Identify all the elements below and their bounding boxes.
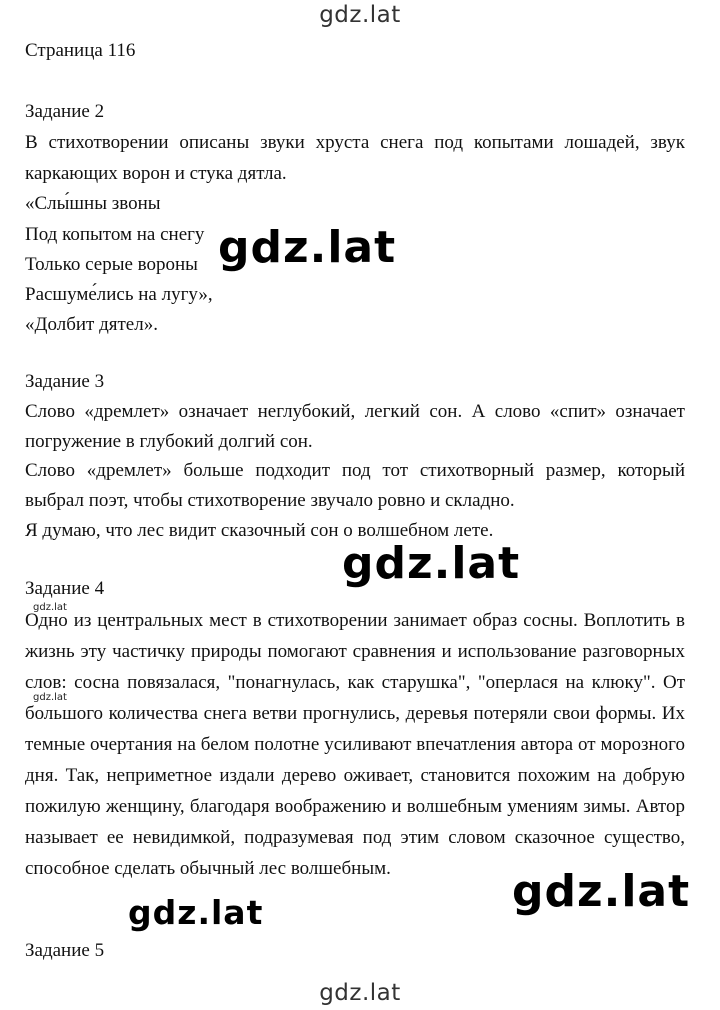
task-2-quote-line-1: «Слы́шны звоны: [25, 193, 161, 214]
page-label: Страница 116: [25, 40, 136, 61]
task-2-intro-line-1: В стихотворении описаны звуки хруста снега под копытами лошадей, звук: [25, 132, 685, 153]
task-3-title: Задание 3: [25, 371, 105, 392]
watermark-small: gdz.lat: [33, 602, 67, 613]
watermark-logo: gdz.lat: [218, 222, 397, 273]
task-4-paragraph: Одно из центральных мест в стихотворении занимает образ сосны. Воплотить в жизнь эту частичку природы помогают сравнения и использование разговорных слов: сосна повязалася, "понагнулась, как старушка", "оперлася на клюку". От большого количества снега ветви прогнулись, деревья потеряли свои формы. Их темные очертания на белом полотне усиливают впечатления автора от морозного дня. Так, неприметное издали дерево оживает, становится похожим на добрую пожилую женщину, благодаря воображению и волшебным умениям зимы. Автор называет ее невидимкой, подразумевая под этим словом сказочное существо, способное сделать обычный лес волшебным.: [25, 610, 685, 879]
watermark-logo: gdz.lat: [512, 866, 691, 917]
watermark-logo: gdz.lat: [128, 893, 264, 932]
task-3-line-1: Слово «дремлет» означает неглубокий, легкий сон. А слово «спит» означает: [25, 401, 685, 422]
task-2-intro-line-2: каркающих ворон и стука дятла.: [25, 163, 287, 184]
watermark-logo: gdz.lat: [342, 538, 521, 589]
task-2-quote-line-2: Под копытом на снегу: [25, 224, 205, 245]
task-3-line-3: Слово «дремлет» больше подходит под тот стихотворный размер, который: [25, 460, 685, 481]
site-header: gdz.lat: [319, 2, 401, 28]
task-3-line-4: выбрал поэт, чтобы стихотворение звучало ровно и складно.: [25, 490, 515, 511]
task-2-quote-line-5: «Долбит дятел».: [25, 314, 158, 335]
task-2-quote-line-3: Только серые вороны: [25, 254, 198, 275]
task-2-quote-line-4: Расшуме́лись на лугу»,: [25, 284, 213, 305]
site-footer: gdz.lat: [319, 980, 401, 1006]
task-3-line-5: Я думаю, что лес видит сказочный сон о волшебном лете.: [25, 520, 494, 541]
watermark-small: gdz.lat: [33, 692, 67, 703]
task-3-line-2: погружение в глубокий долгий сон.: [25, 431, 313, 452]
task-5-title: Задание 5: [25, 940, 105, 961]
task-2-title: Задание 2: [25, 101, 105, 122]
task-4-title: Задание 4: [25, 578, 105, 599]
